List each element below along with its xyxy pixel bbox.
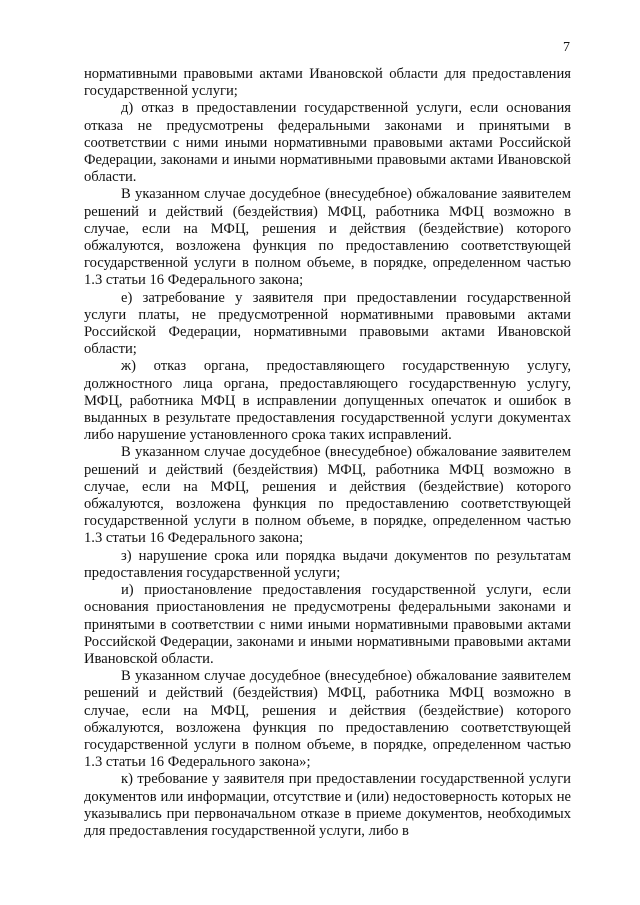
document-body — [84, 66, 571, 840]
paragraph-mfc-note-2: В указанном случае досудебное (внесудебное) обжалование заявителем решений и действий (бездействия) МФЦ, работника МФЦ возможно в случае, если на МФЦ, решения и действия (бездействие) которого обжалуются, возложена функция по предоставлению соответствующей государственной услуги в полном объеме, в порядке, определенном частью 1.3 статьи 16 Федерального закона; — [84, 444, 571, 547]
paragraph-item-k: к) требование у заявителя при предоставлении государственной услуги документов или информации, отсутствие и (или) недостоверность которых не указывались при первоначальном отказе в приеме документов, необходимых для предоставления государственной услуги, либо в — [84, 771, 571, 839]
paragraph-mfc-note-1: В указанном случае досудебное (внесудебное) обжалование заявителем решений и действий (бездействия) МФЦ, работника МФЦ возможно в случае, если на МФЦ, решения и действия (бездействие) которого обжалуются, возложена функция по предоставлению соответствующей государственной услуги в полном объеме, в порядке, определенном частью 1.3 статьи 16 Федерального закона; — [84, 186, 571, 289]
paragraph-item-e: е) затребование у заявителя при предоставлении государственной услуги платы, не предусмотренной нормативными правовыми актами Российской Федерации, нормативными правовыми актами Ивановской области; — [84, 289, 571, 358]
paragraph-item-i: и) приостановление предоставления государственной услуги, если основания приостановления не предусмотрены федеральными законами и принятыми в соответствии с ними иными нормативными правовыми актами Российской Федерации, законами и иными нормативными правовыми актами Ивановской области. — [84, 582, 571, 667]
paragraph-continuation: нормативными правовыми актами Ивановской области для предоставления государственной услуги; — [84, 66, 571, 100]
page-number: 7 — [563, 40, 570, 55]
paragraph-item-z: з) нарушение срока или порядка выдачи документов по результатам предоставления государственной услуги; — [84, 547, 571, 581]
paragraph-mfc-note-3: В указанном случае досудебное (внесудебное) обжалование заявителем решений и действий (бездействия) МФЦ, работника МФЦ возможно в случае, если на МФЦ, решения и действия (бездействие) которого обжалуются, возложена функция по предоставлению соответствующей государственной услуги в полном объеме, в порядке, определенном частью 1.3 статьи 16 Федерального закона»; — [84, 668, 571, 771]
paragraph-item-zh: ж) отказ органа, предоставляющего государственную услугу, должностного лица органа, предоставляющего государственную услугу, МФЦ, работника МФЦ в исправлении допущенных опечаток и ошибок в выданных в результате предоставления государственной услуги документах либо нарушение установленного срока таких исправлений. — [84, 358, 571, 444]
paragraph-item-d: д) отказ в предоставлении государственной услуги, если основания отказа не предусмотрены федеральными законами и принятыми в соответствии с ними иными нормативными правовыми актами Российской Федерации, законами и иными нормативными правовыми актами Ивановской области. — [84, 100, 571, 186]
